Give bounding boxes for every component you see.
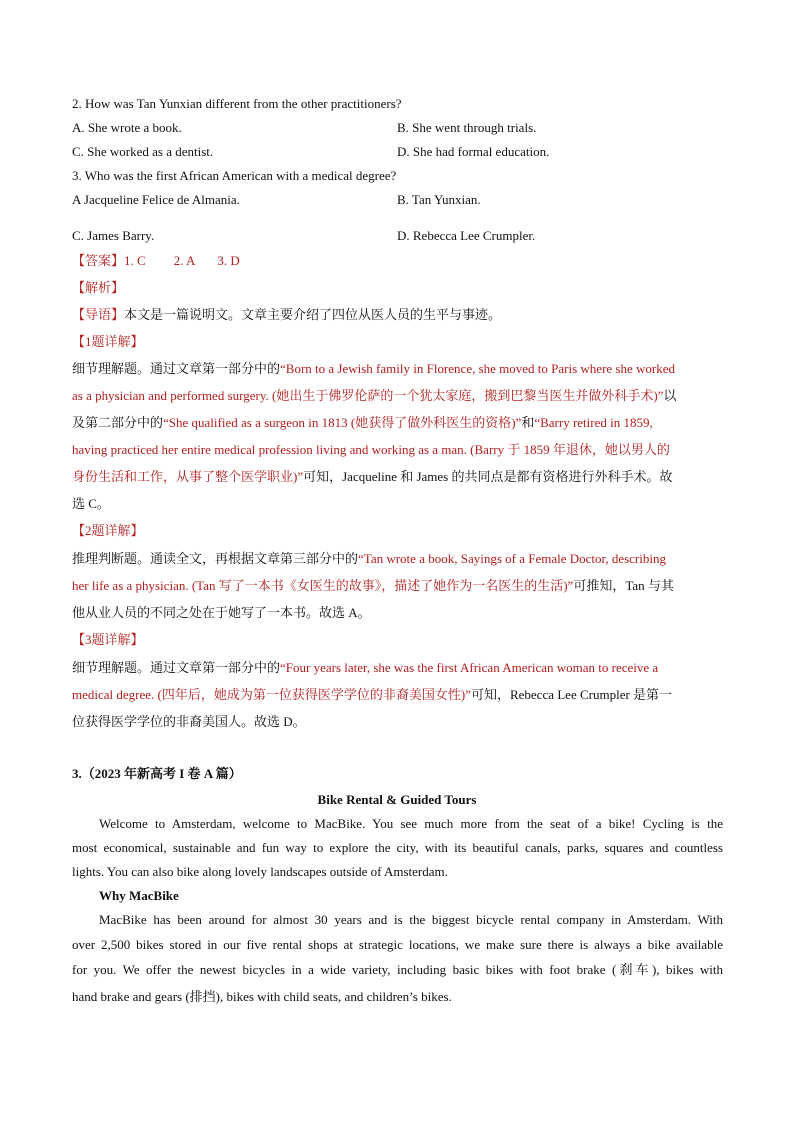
answer-item: 3. D bbox=[217, 253, 240, 268]
detail-1-line bbox=[72, 415, 653, 431]
detail-3-line: 位获得医学学位的非裔美国人。故选 D。 bbox=[72, 714, 306, 729]
answer-item: 1. C bbox=[124, 253, 146, 268]
detail-2-line bbox=[72, 551, 666, 567]
detail-3-line bbox=[72, 687, 672, 703]
answer-label: 【答案】 bbox=[72, 253, 125, 268]
detail-quote: as a physician and performed surgery. (她出生于佛罗伦萨的一个犹太家庭，搬到巴黎当医生并做外科手术)” bbox=[72, 388, 664, 403]
detail-text: 可推知，Tan 与其 bbox=[573, 578, 674, 593]
detail-text: 可知，Rebecca Lee Crumpler 是第一 bbox=[470, 687, 673, 702]
question-3-option-d: D. Rebecca Lee Crumpler. bbox=[397, 228, 536, 243]
question-2-option-a: A. She wrote a book. bbox=[72, 120, 182, 135]
guide-label: 【导语】 bbox=[72, 307, 125, 322]
section-heading: 3.（2023 年新高考 I 卷 A 篇） bbox=[72, 766, 242, 781]
question-2-option-d: D. She had formal education. bbox=[397, 144, 550, 159]
detail-2-line bbox=[72, 578, 674, 594]
detail-2-line: 他从业人员的不同之处在于她写了一本书。故选 A。 bbox=[72, 605, 371, 620]
passage-subheading: Why MacBike bbox=[99, 888, 179, 903]
question-3-stem: 3. Who was the first African American with a medical degree? bbox=[72, 168, 397, 183]
question-3-option-a: A Jacqueline Felice de Almania. bbox=[72, 192, 240, 207]
detail-text: 细节理解题。通过文章第一部分中的 bbox=[72, 660, 281, 675]
detail-quote: 身份生活和工作，从事了整个医学职业)” bbox=[72, 469, 304, 484]
detail-1-label: 【1题详解】 bbox=[72, 334, 144, 349]
detail-text: 推理判断题。通读全文，再根据文章第三部分中的 bbox=[72, 551, 359, 566]
detail-text: 细节理解题。通过文章第一部分中的 bbox=[72, 361, 281, 376]
question-3-option-b: B. Tan Yunxian. bbox=[397, 192, 481, 207]
detail-2-label: 【2题详解】 bbox=[72, 523, 144, 538]
passage-line: Welcome to Amsterdam, welcome to MacBike. You see much more from the seat of a bike! Cycling is the bbox=[99, 816, 723, 831]
detail-3-label: 【3题详解】 bbox=[72, 632, 144, 647]
detail-3-line bbox=[72, 660, 658, 676]
guide-line bbox=[72, 307, 501, 323]
detail-quote: “She qualified as a surgeon in 1813 (她获得了做外科医生的资格)” bbox=[163, 415, 522, 430]
question-2-stem: 2. How was Tan Yunxian different from the other practitioners? bbox=[72, 96, 402, 111]
answer-line bbox=[72, 253, 240, 269]
detail-quote: “Born to a Jewish family in Florence, she moved to Paris where she worked bbox=[280, 361, 675, 376]
answer-item: 2. A bbox=[173, 253, 196, 268]
detail-1-line: having practiced her entire medical profession living and working as a man. (Barry 于 1859 年退休，她以男人的 bbox=[72, 442, 670, 457]
question-3-option-c: C. James Barry. bbox=[72, 228, 155, 243]
analysis-label: 【解析】 bbox=[72, 280, 125, 295]
passage-line: MacBike has been around for almost 30 years and is the biggest bicycle rental company in Amsterdam. With bbox=[99, 912, 723, 927]
detail-quote: “Tan wrote a book, Sayings of a Female Doctor, describing bbox=[358, 551, 666, 566]
passage-title: Bike Rental & Guided Tours bbox=[317, 792, 477, 807]
passage-line: for you. We offer the newest bicycles in a wide variety, including basic bikes with foot brake (刹车), bikes with bbox=[72, 962, 723, 977]
detail-1-line: 选 C。 bbox=[72, 496, 110, 511]
detail-text: 及第二部分中的 bbox=[72, 415, 164, 430]
detail-text: 和 bbox=[521, 415, 535, 430]
passage-line: lights. You can also bike along lovely landscapes outside of Amsterdam. bbox=[72, 864, 448, 879]
guide-text: 本文是一篇说明文。文章主要介绍了四位从医人员的生平与事迹。 bbox=[124, 307, 502, 322]
passage-line: hand brake and gears (排挡), bikes with child seats, and children’s bikes. bbox=[72, 989, 452, 1004]
passage-line: most economical, sustainable and fun way to explore the city, with its beautiful canals, parks, squares and countless bbox=[72, 840, 723, 855]
detail-quote: her life as a physician. (Tan 写了一本书《女医生的故事》，描述了她作为一名医生的生活)” bbox=[72, 578, 574, 593]
question-2-option-b: B. She went through trials. bbox=[397, 120, 537, 135]
detail-1-line bbox=[72, 388, 676, 404]
passage-line: over 2,500 bikes stored in our five rental shops at strategic locations, we make sure there is always a bike available bbox=[72, 937, 723, 952]
detail-text: 可知，Jacqueline 和 James 的共同点是都有资格进行外科手术。故 bbox=[303, 469, 673, 484]
detail-text: 以 bbox=[663, 388, 677, 403]
detail-1-line bbox=[72, 361, 675, 377]
detail-quote: medical degree. (四年后，她成为第一位获得医学学位的非裔美国女性)” bbox=[72, 687, 471, 702]
detail-1-line bbox=[72, 469, 673, 485]
question-2-option-c: C. She worked as a dentist. bbox=[72, 144, 214, 159]
detail-quote: “Barry retired in 1859, bbox=[534, 415, 653, 430]
detail-quote: “Four years later, she was the first African American woman to receive a bbox=[280, 660, 659, 675]
